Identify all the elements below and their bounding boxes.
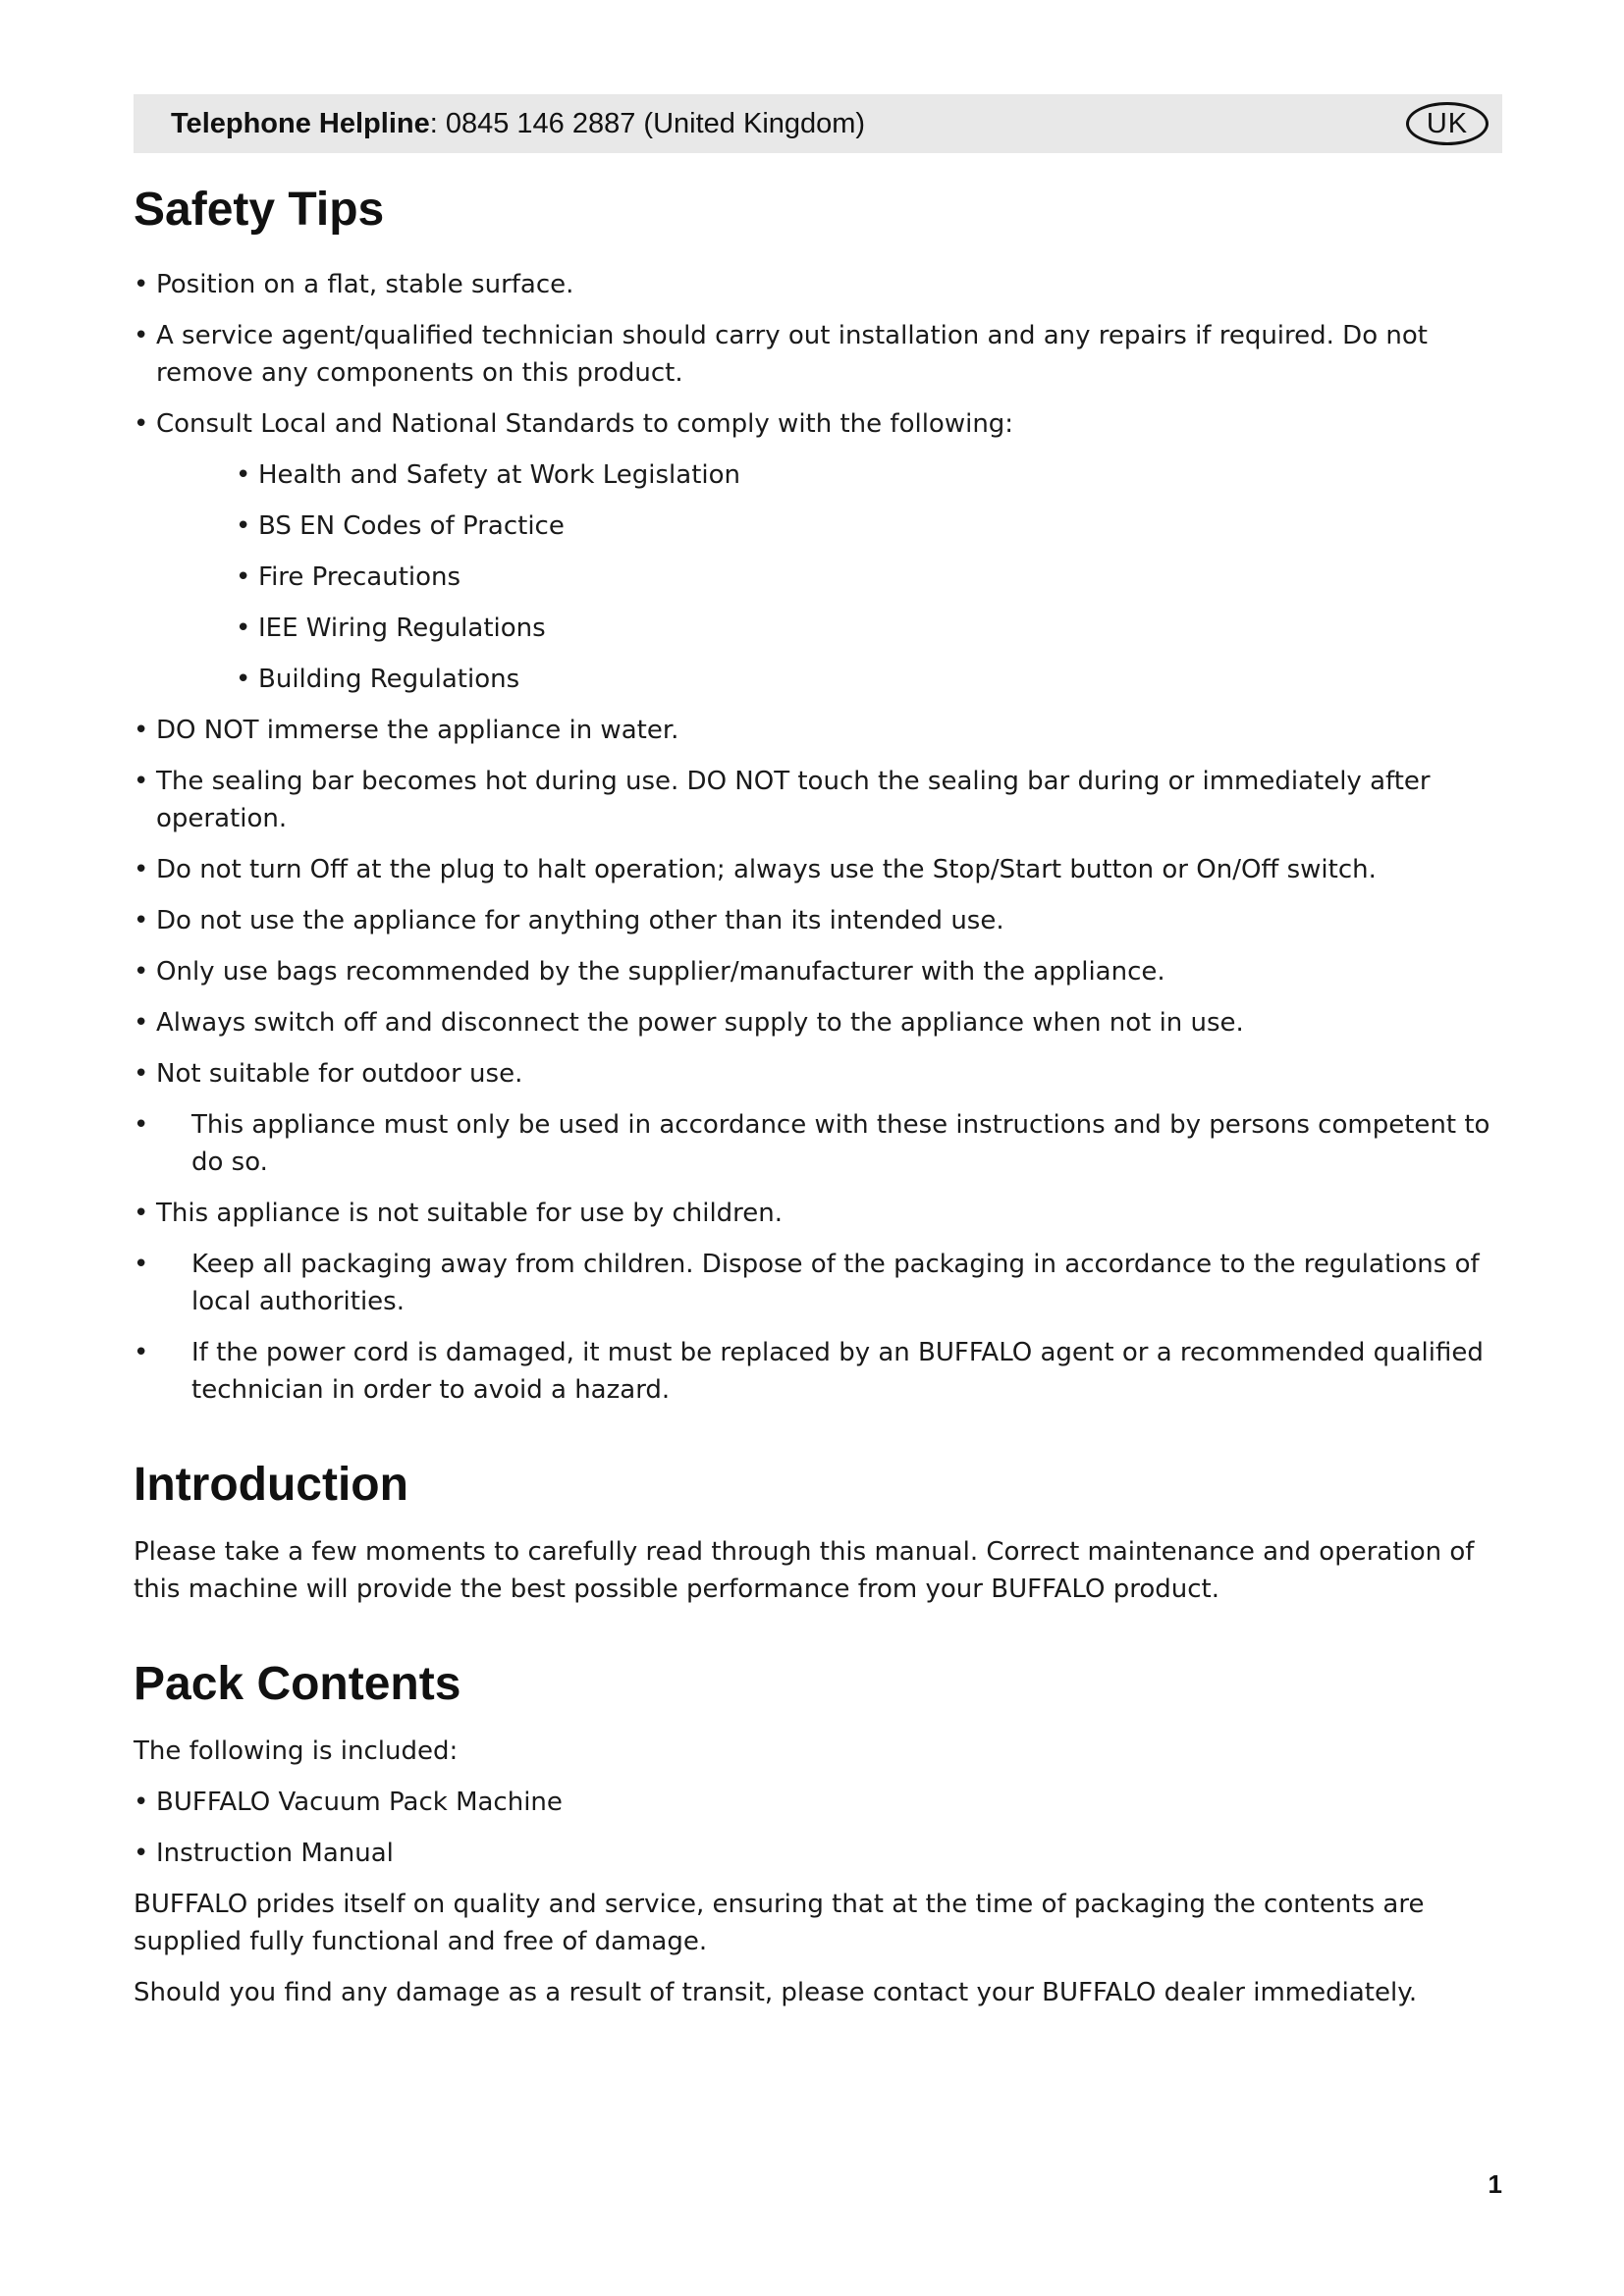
- bullet-glyph: •: [134, 1839, 149, 1868]
- list-item: • A service agent/qualified technician should carry out installation and any repairs if required. Do not remove any components on this product.: [134, 317, 1502, 392]
- safety-tips-heading: Safety Tips: [134, 184, 385, 236]
- list-item: • The sealing bar becomes hot during use. DO NOT touch the sealing bar during or immediately after operation.: [134, 763, 1502, 837]
- sub-list-item: • IEE Wiring Regulations: [134, 610, 1502, 647]
- bullet-glyph: •: [134, 957, 149, 987]
- pack-contents-list: [134, 1784, 1502, 1872]
- bullet-glyph: •: [134, 321, 149, 350]
- list-item: • BUFFALO Vacuum Pack Machine: [134, 1784, 1502, 1821]
- helpline-bar: [134, 94, 1502, 153]
- list-item: • Only use bags recommended by the supplier/manufacturer with the appliance.: [134, 953, 1502, 990]
- bullet-glyph: •: [134, 1199, 149, 1228]
- introduction-text: Please take a few moments to carefully read through this manual. Correct maintenance and operation of this machine will provide the best possible performance from your BUFFALO product.: [134, 1537, 1475, 1604]
- helpline-separator: :: [429, 107, 446, 139]
- sub-list-item: • Health and Safety at Work Legislation: [134, 456, 1502, 494]
- pack-intro-text: The following is included:: [134, 1736, 459, 1766]
- list-item: • Position on a flat, stable surface.: [134, 266, 1502, 303]
- damage-text: Should you find any damage as a result of transit, please contact your BUFFALO dealer immediately.: [134, 1978, 1418, 2007]
- list-item: • Consult Local and National Standards to comply with the following:: [134, 405, 1502, 443]
- uk-badge: UK: [1406, 102, 1489, 145]
- bullet-glyph: •: [134, 270, 149, 299]
- bullet-glyph: •: [236, 460, 251, 490]
- bullet-glyph: •: [134, 1788, 149, 1817]
- list-item: • If the power cord is damaged, it must be replaced by an BUFFALO agent or a recommended qualified technician in order to avoid a hazard.: [134, 1334, 1502, 1409]
- bullet-glyph: •: [134, 1008, 149, 1038]
- list-item: • Do not turn Off at the plug to halt operation; always use the Stop/Start button or On/Off switch.: [134, 851, 1502, 888]
- bullet-glyph: •: [134, 1059, 149, 1089]
- list-item: • This appliance must only be used in accordance with these instructions and by persons competent to do so.: [134, 1106, 1502, 1181]
- helpline-label: Telephone Helpline: [171, 107, 430, 139]
- list-item: • Not suitable for outdoor use.: [134, 1055, 1502, 1093]
- bullet-glyph: •: [236, 511, 251, 541]
- list-item: • DO NOT immerse the appliance in water.: [134, 712, 1502, 749]
- bullet-glyph: •: [134, 767, 149, 796]
- document-page: [134, 94, 1502, 2025]
- sub-list-item: • Fire Precautions: [134, 559, 1502, 596]
- list-item: • This appliance is not suitable for use by children.: [134, 1195, 1502, 1232]
- introduction-heading: Introduction: [134, 1459, 408, 1511]
- quality-text: BUFFALO prides itself on quality and service, ensuring that at the time of packaging the contents are supplied fully functional and free of damage.: [134, 1890, 1425, 1956]
- bullet-glyph: •: [134, 1250, 149, 1279]
- list-item: • Instruction Manual: [134, 1835, 1502, 1872]
- list-item: • Keep all packaging away from children. Dispose of the packaging in accordance to the regulations of local authorities.: [134, 1246, 1502, 1320]
- bullet-glyph: •: [134, 855, 149, 884]
- list-item: • Do not use the appliance for anything other than its intended use.: [134, 902, 1502, 939]
- pack-contents-heading: Pack Contents: [134, 1658, 461, 1710]
- sub-list-item: • Building Regulations: [134, 661, 1502, 698]
- bullet-glyph: •: [236, 562, 251, 592]
- bullet-glyph: •: [236, 665, 251, 694]
- bullet-glyph: •: [134, 409, 149, 439]
- bullet-glyph: •: [134, 716, 149, 745]
- page-number: 1: [1488, 2169, 1502, 2199]
- helpline-number: 0845 146 2887 (United Kingdom): [445, 107, 866, 139]
- safety-tips-list: [134, 266, 1502, 1409]
- list-item: • Always switch off and disconnect the power supply to the appliance when not in use.: [134, 1004, 1502, 1041]
- bullet-glyph: •: [134, 906, 149, 935]
- bullet-glyph: •: [236, 614, 251, 643]
- bullet-glyph: •: [134, 1110, 149, 1140]
- bullet-glyph: •: [134, 1338, 149, 1367]
- sub-list-item: • BS EN Codes of Practice: [134, 507, 1502, 545]
